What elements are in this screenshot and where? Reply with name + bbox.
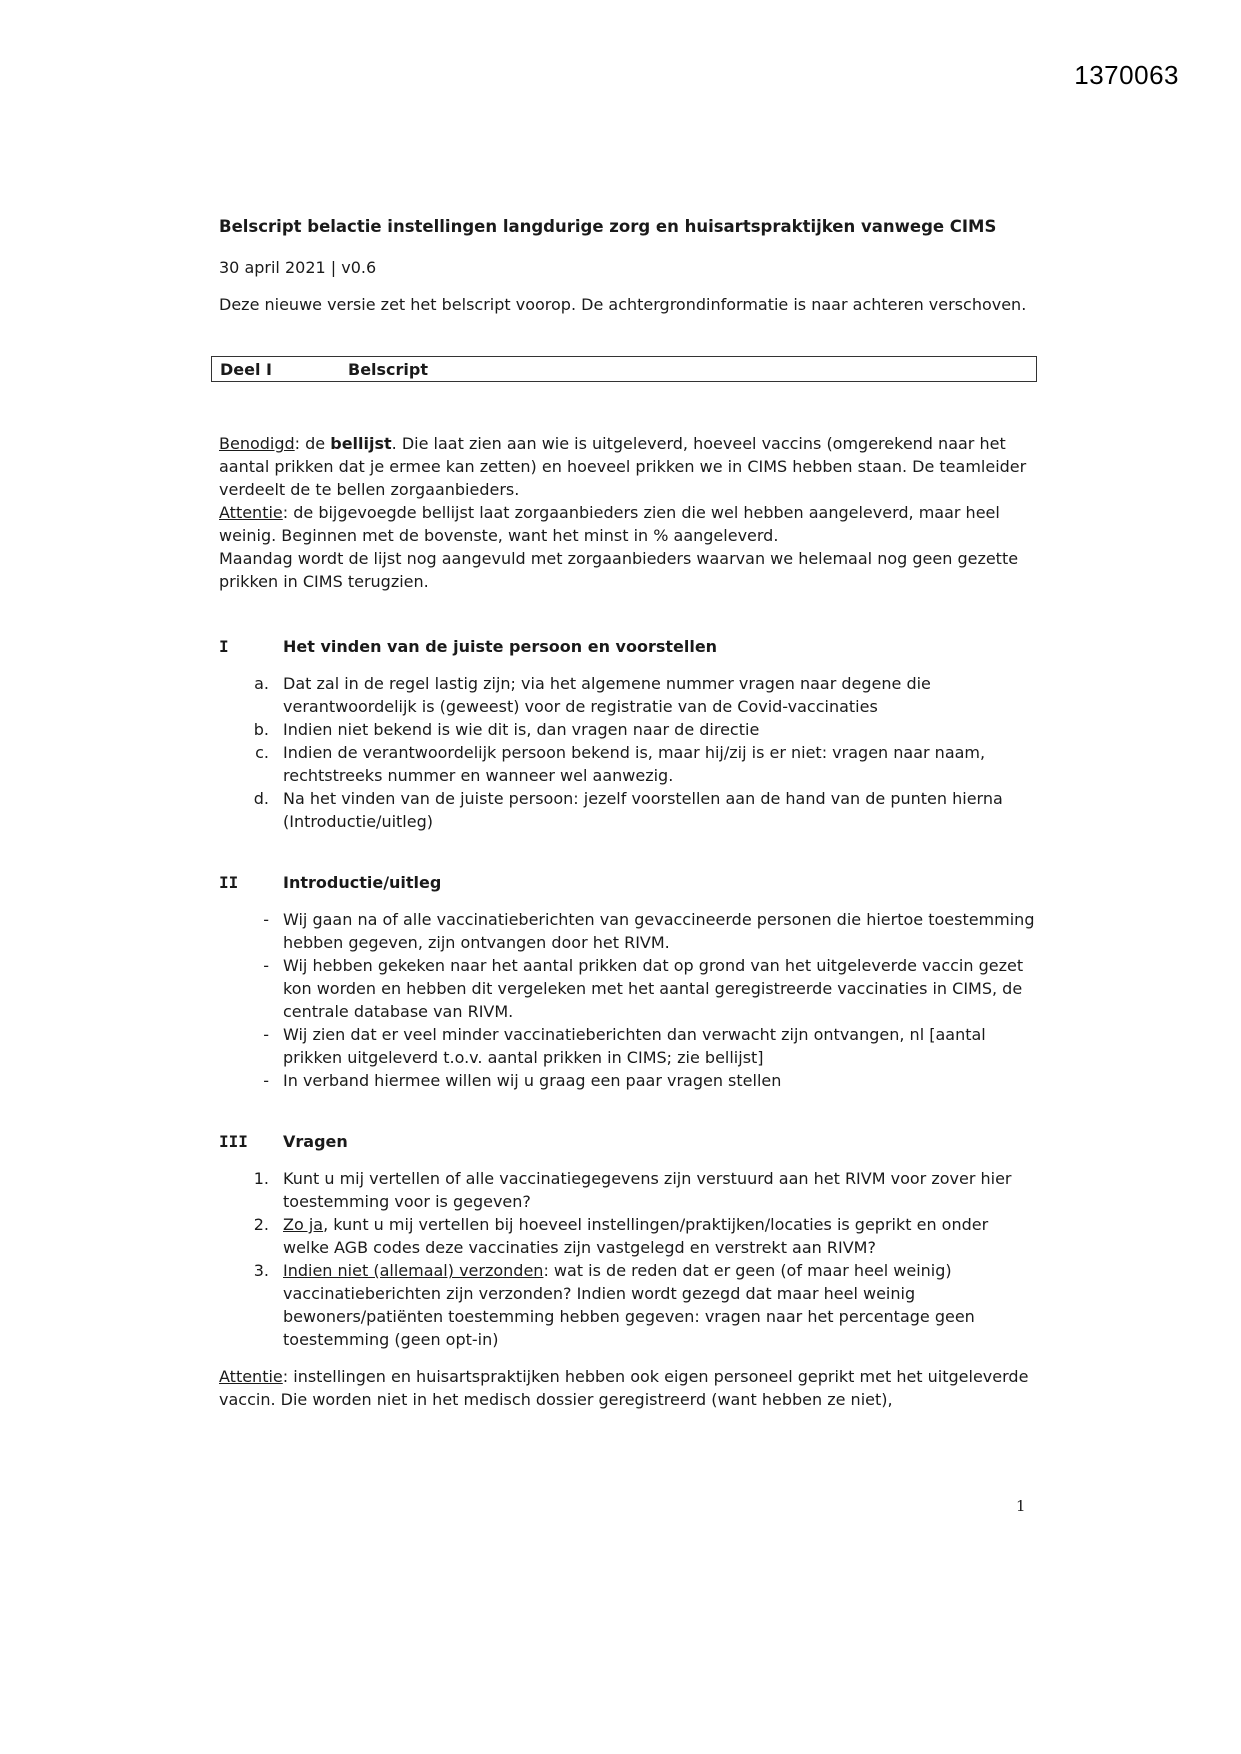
section-title: Introductie/uitleg bbox=[283, 873, 442, 892]
list-prefix: Zo ja bbox=[283, 1215, 324, 1234]
intro-paragraph: Deze nieuwe versie zet het belscript voorop. De achtergrondinformatie is naar achteren verschoven. bbox=[219, 295, 1027, 314]
requirements-block bbox=[219, 432, 1039, 593]
list-item bbox=[219, 908, 1039, 954]
list-prefix: Indien niet (allemaal) verzonden bbox=[283, 1261, 544, 1280]
list-text: Indien niet bekend is wie dit is, dan vragen naar de directie bbox=[283, 720, 760, 739]
section-1-list bbox=[219, 672, 1039, 833]
page-number: 1 bbox=[1016, 1497, 1026, 1515]
list-item bbox=[219, 741, 1039, 787]
list-item bbox=[219, 787, 1039, 833]
list-text: In verband hiermee willen wij u graag een paar vragen stellen bbox=[283, 1071, 782, 1090]
list-item bbox=[219, 954, 1039, 1023]
list-text bbox=[283, 1213, 1039, 1259]
list-marker: a. bbox=[254, 674, 269, 693]
list-marker: 2. bbox=[253, 1215, 269, 1234]
section-3-list bbox=[219, 1167, 1039, 1351]
list-text: Dat zal in de regel lastig zijn; via het algemene nummer vragen naar degene die verantwoordelijk is (geweest) voor de registratie van de Covid-vaccinaties bbox=[283, 674, 931, 716]
section-roman: II bbox=[219, 873, 239, 892]
list-item bbox=[219, 672, 1039, 718]
list-item bbox=[219, 1167, 1039, 1213]
date-version: 30 april 2021 | v0.6 bbox=[219, 258, 377, 277]
attentie-text-2: : instellingen en huisartspraktijken hebben ook eigen personeel geprikt met het uitgeleverde vaccin. Die worden niet in het medisch dossier geregistreerd (want hebben ze niet), bbox=[219, 1367, 1029, 1409]
benodigd-label: Benodigd bbox=[219, 434, 295, 453]
list-body: , kunt u mij vertellen bij hoeveel instellingen/praktijken/locaties is geprikt en onder welke AGB codes deze vaccinaties zijn vastgelegd en verstrekt aan RIVM? bbox=[283, 1215, 989, 1257]
list-marker: - bbox=[263, 1025, 269, 1044]
benodigd-pre: : de bbox=[294, 434, 331, 453]
attentie-paragraph-1 bbox=[219, 501, 1039, 547]
document-page bbox=[219, 215, 1039, 1427]
section-heading-3 bbox=[219, 1130, 1039, 1153]
list-marker: b. bbox=[253, 720, 269, 739]
list-item bbox=[219, 1023, 1039, 1069]
list-marker: c. bbox=[255, 743, 269, 762]
section-title: Vragen bbox=[283, 1132, 348, 1151]
list-text: Wij gaan na of alle vaccinatieberichten van gevaccineerde personen die hiertoe toestemming hebben gegeven, zijn ontvangen door het RIVM. bbox=[283, 910, 1035, 952]
list-item bbox=[219, 1069, 1039, 1092]
section-heading-2 bbox=[219, 871, 1039, 894]
benodigd-text: . Die laat zien aan wie is uitgeleverd, hoeveel vaccins (omgerekend naar het aantal prikken dat je ermee kan zetten) en hoeveel prikken we in CIMS hebben staan. De teamleider verdeelt de te bellen zorgaanbieders. bbox=[219, 434, 1027, 499]
list-item bbox=[219, 718, 1039, 741]
list-text: Indien de verantwoordelijk persoon bekend is, maar hij/zij is er niet: vragen naar naam, rechtstreeks nummer en wanneer wel aanwezig. bbox=[283, 743, 986, 785]
benodigd-paragraph bbox=[219, 432, 1039, 501]
list-text: Na het vinden van de juiste persoon: jezelf voorstellen aan de hand van de punten hierna (Introductie/uitleg) bbox=[283, 789, 1003, 831]
deel-title: Belscript bbox=[348, 359, 429, 379]
section-roman: III bbox=[219, 1132, 248, 1151]
list-body: Kunt u mij vertellen of alle vaccinatiegegevens zijn verstuurd aan het RIVM voor zover hier toestemming voor is gegeven? bbox=[283, 1169, 1012, 1211]
list-marker: 3. bbox=[253, 1261, 269, 1280]
section-2-list bbox=[219, 908, 1039, 1092]
attentie-text-1: : de bijgevoegde bellijst laat zorgaanbieders zien die wel hebben aangeleverd, maar heel weinig. Beginnen met de bovenste, want het minst in % aangeleverd. bbox=[219, 503, 1000, 545]
list-item bbox=[219, 1259, 1039, 1351]
maandag-paragraph: Maandag wordt de lijst nog aangevuld met zorgaanbieders waarvan we helemaal nog geen gezette prikken in CIMS terugzien. bbox=[219, 549, 1019, 591]
section-title: Het vinden van de juiste persoon en voorstellen bbox=[283, 637, 718, 656]
list-text bbox=[283, 1167, 1039, 1213]
deel-heading-box bbox=[211, 356, 1037, 382]
deel-number: Deel I bbox=[220, 359, 272, 379]
list-text: Wij hebben gekeken naar het aantal prikken dat op grond van het uitgeleverde vaccin gezet kon worden en hebben dit vergeleken met het aantal geregistreerde vaccinaties in CIMS, de centrale database van RIVM. bbox=[283, 956, 1024, 1021]
section-roman: I bbox=[219, 637, 229, 656]
attentie-label-1: Attentie bbox=[219, 503, 283, 522]
attentie-label-2: Attentie bbox=[219, 1367, 283, 1386]
document-id: 1370063 bbox=[1074, 60, 1179, 90]
document-title: Belscript belactie instellingen langdurige zorg en huisartspraktijken vanwege CIMS bbox=[219, 217, 997, 236]
list-marker: - bbox=[263, 910, 269, 929]
list-marker: 1. bbox=[253, 1169, 269, 1188]
list-marker: - bbox=[263, 1071, 269, 1090]
list-text: Wij zien dat er veel minder vaccinatieberichten dan verwacht zijn ontvangen, nl [aantal prikken uitgeleverd t.o.v. aantal prikken in CIMS; zie bellijst] bbox=[283, 1025, 986, 1067]
section-heading-1 bbox=[219, 635, 1039, 658]
list-item bbox=[219, 1213, 1039, 1259]
attentie-paragraph-2 bbox=[219, 1365, 1039, 1411]
list-body: : wat is de reden dat er geen (of maar heel weinig) vaccinatieberichten zijn verzonden? Indien wordt gezegd dat maar heel weinig bewoners/patiënten toestemming hebben gegeven: vragen naar het percentage geen toestemming (geen opt-in) bbox=[283, 1261, 975, 1349]
list-marker: - bbox=[263, 956, 269, 975]
list-text bbox=[283, 1259, 1039, 1351]
list-marker: d. bbox=[253, 789, 269, 808]
benodigd-bold: bellijst bbox=[330, 434, 392, 453]
